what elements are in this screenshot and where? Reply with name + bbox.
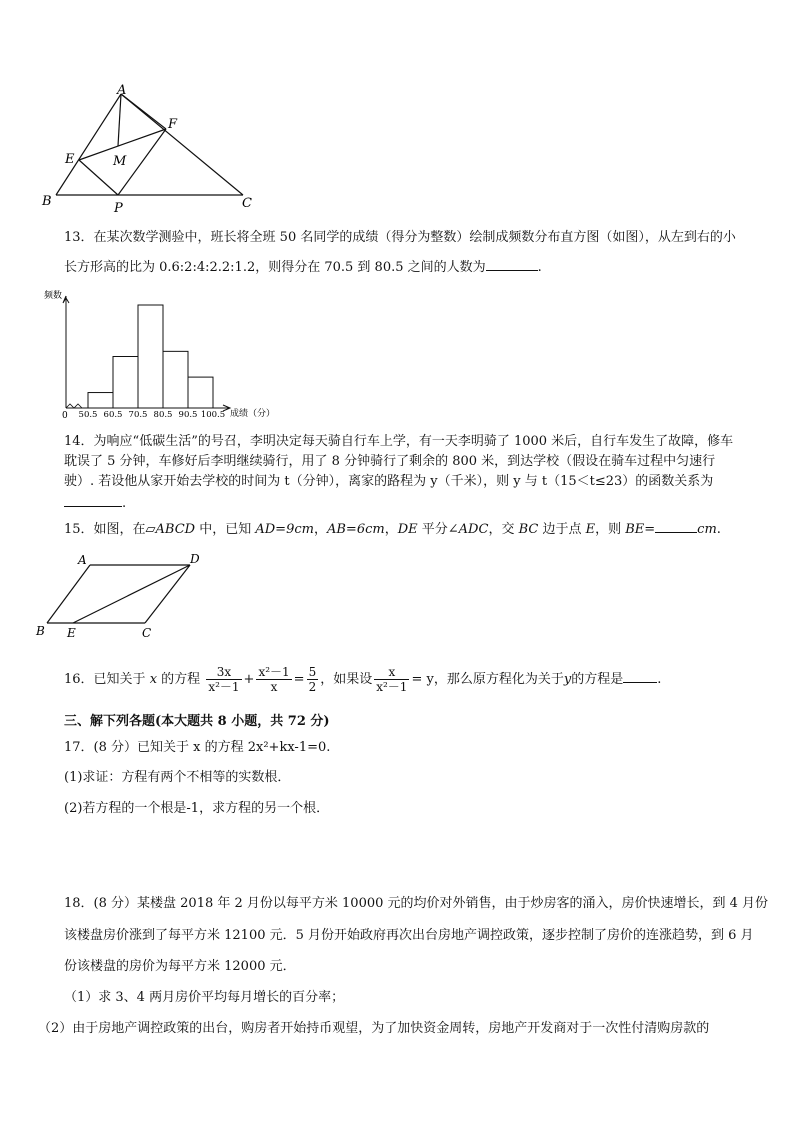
fraction-2: $\frac{\text{x²－1}}{x}$	[258, 665, 290, 694]
label-P: P	[114, 201, 123, 216]
q18-line2: 该楼盘房价涨到了每平方米 12100 元．5 月份开始政府再次出台房地产调控政策，逐步控制了房价的连涨趋势，到 6 月	[64, 928, 754, 943]
label-A: A	[78, 553, 87, 567]
histogram-bar-4	[163, 351, 188, 408]
origin-label: 0	[62, 411, 68, 421]
histogram-bar-3	[138, 305, 163, 408]
q18-line1: 18．(8 分）某楼盘 2018 年 2 月份以每平方米 10000 元的均价对外销售，由于炒房客的涌入，房价快速增长，到 4 月份	[64, 896, 769, 911]
x-tick-label: 100.5	[200, 410, 226, 420]
histogram-bar-1	[88, 393, 113, 408]
answer-blank	[64, 494, 122, 507]
label-M: M	[113, 154, 127, 169]
label-B: B	[36, 624, 45, 638]
q14-line2: 耽误了 5 分钟，车修好后李明继续骑行，用了 8 分钟骑行了剩余的 800 米，到达学校（假设在骑车过程中匀速行	[64, 454, 716, 469]
answer-blank	[655, 520, 697, 533]
histogram-bar-5	[188, 377, 213, 408]
q17-part2: (2)若方程的一个根是-1，求方程的另一个根．	[64, 801, 330, 816]
answer-blank	[486, 258, 538, 271]
label-E: E	[67, 626, 76, 640]
x-tick-label: 80.5	[153, 410, 173, 420]
x-tick-label: 60.5	[103, 410, 123, 420]
q14-line4: .	[64, 494, 126, 514]
label-B: B	[42, 194, 52, 209]
q14-line3: 驶）. 若设他从家开始去学校的时间为 t（分钟），离家的路程为 y（千米），则 y 与 t（15＜t≤23）的函数关系为	[64, 474, 714, 489]
answer-blank	[623, 670, 657, 683]
q15-text: 15．如图，在▱ABCD 中，已知 AD=9cm，AB=6cm，DE 平分∠ADC，交 BC 边于点 E，则 BE= cm.	[64, 522, 721, 537]
label-D: D	[190, 552, 200, 566]
q13-line2: 长方形高的比为 0.6:2:4:2.2:1.2，则得分在 70.5 到 80.5 之间的人数为 .	[64, 260, 542, 275]
q14-line1: 14．为响应“低碳生活”的号召，李明决定每天骑自行车上学，有一天李明骑了 1000 米后，自行车发生了故障，修车	[64, 434, 734, 449]
q13-line1: 13．在某次数学测验中，班长将全班 50 名同学的成绩（得分为整数）绘制成频数分布直方图（如图），从左到右的小	[64, 230, 736, 245]
fraction-4: $\frac{x}{\text{x²－1}}$	[376, 665, 408, 694]
x-axis-label: 成绩（分）	[230, 409, 276, 419]
section-heading: 三、解下列各题(本大题共 8 小题，共 72 分)	[64, 714, 330, 729]
label-E: E	[65, 152, 75, 167]
x-tick-label: 90.5	[178, 410, 198, 420]
q18-line3: 份该楼盘的房价为每平方米 12000 元．	[64, 959, 296, 974]
q17-line1: 17．(8 分）已知关于 x 的方程 2x²+kx-1=0.	[64, 740, 331, 755]
histogram-bar-2	[113, 357, 138, 409]
fraction-1: $\frac{3x}{\text{x²－1}}$	[208, 665, 240, 694]
q18-part1: （1）求 3、4 两月房价平均每月增长的百分率；	[64, 990, 345, 1005]
axis-break	[66, 404, 82, 408]
q16-text: 16．已知关于 x 的方程 $\frac{3x}{\text{x²－1}}$ + $\frac{\text{x²－1}}{x}$ = $\frac{5}{2}$ ，如果设 $\frac{x}{\text{x²－1}}$ = y，那么原方程化为关于y的方程是 .	[64, 665, 662, 694]
fraction-3: $\frac{5}{2}$	[308, 665, 317, 694]
label-C: C	[142, 626, 152, 640]
y-axis-label: 频数	[44, 291, 63, 301]
triangle-figure-q12	[36, 82, 266, 217]
q17-part1: (1)求证：方程有两个不相等的实数根．	[64, 770, 291, 785]
parallelogram-figure-q15	[34, 550, 214, 642]
x-tick-label: 70.5	[128, 410, 148, 420]
q18-part2: （2）由于房地产调控政策的出台，购房者开始持币观望，为了加快资金周转，房地产开发商对于一次性付清购房款的	[38, 1021, 710, 1036]
label-F: F	[168, 117, 178, 132]
label-A: A	[117, 83, 127, 98]
histogram-chart	[40, 286, 280, 424]
label-C: C	[242, 196, 252, 211]
x-tick-label: 50.5	[78, 410, 98, 420]
